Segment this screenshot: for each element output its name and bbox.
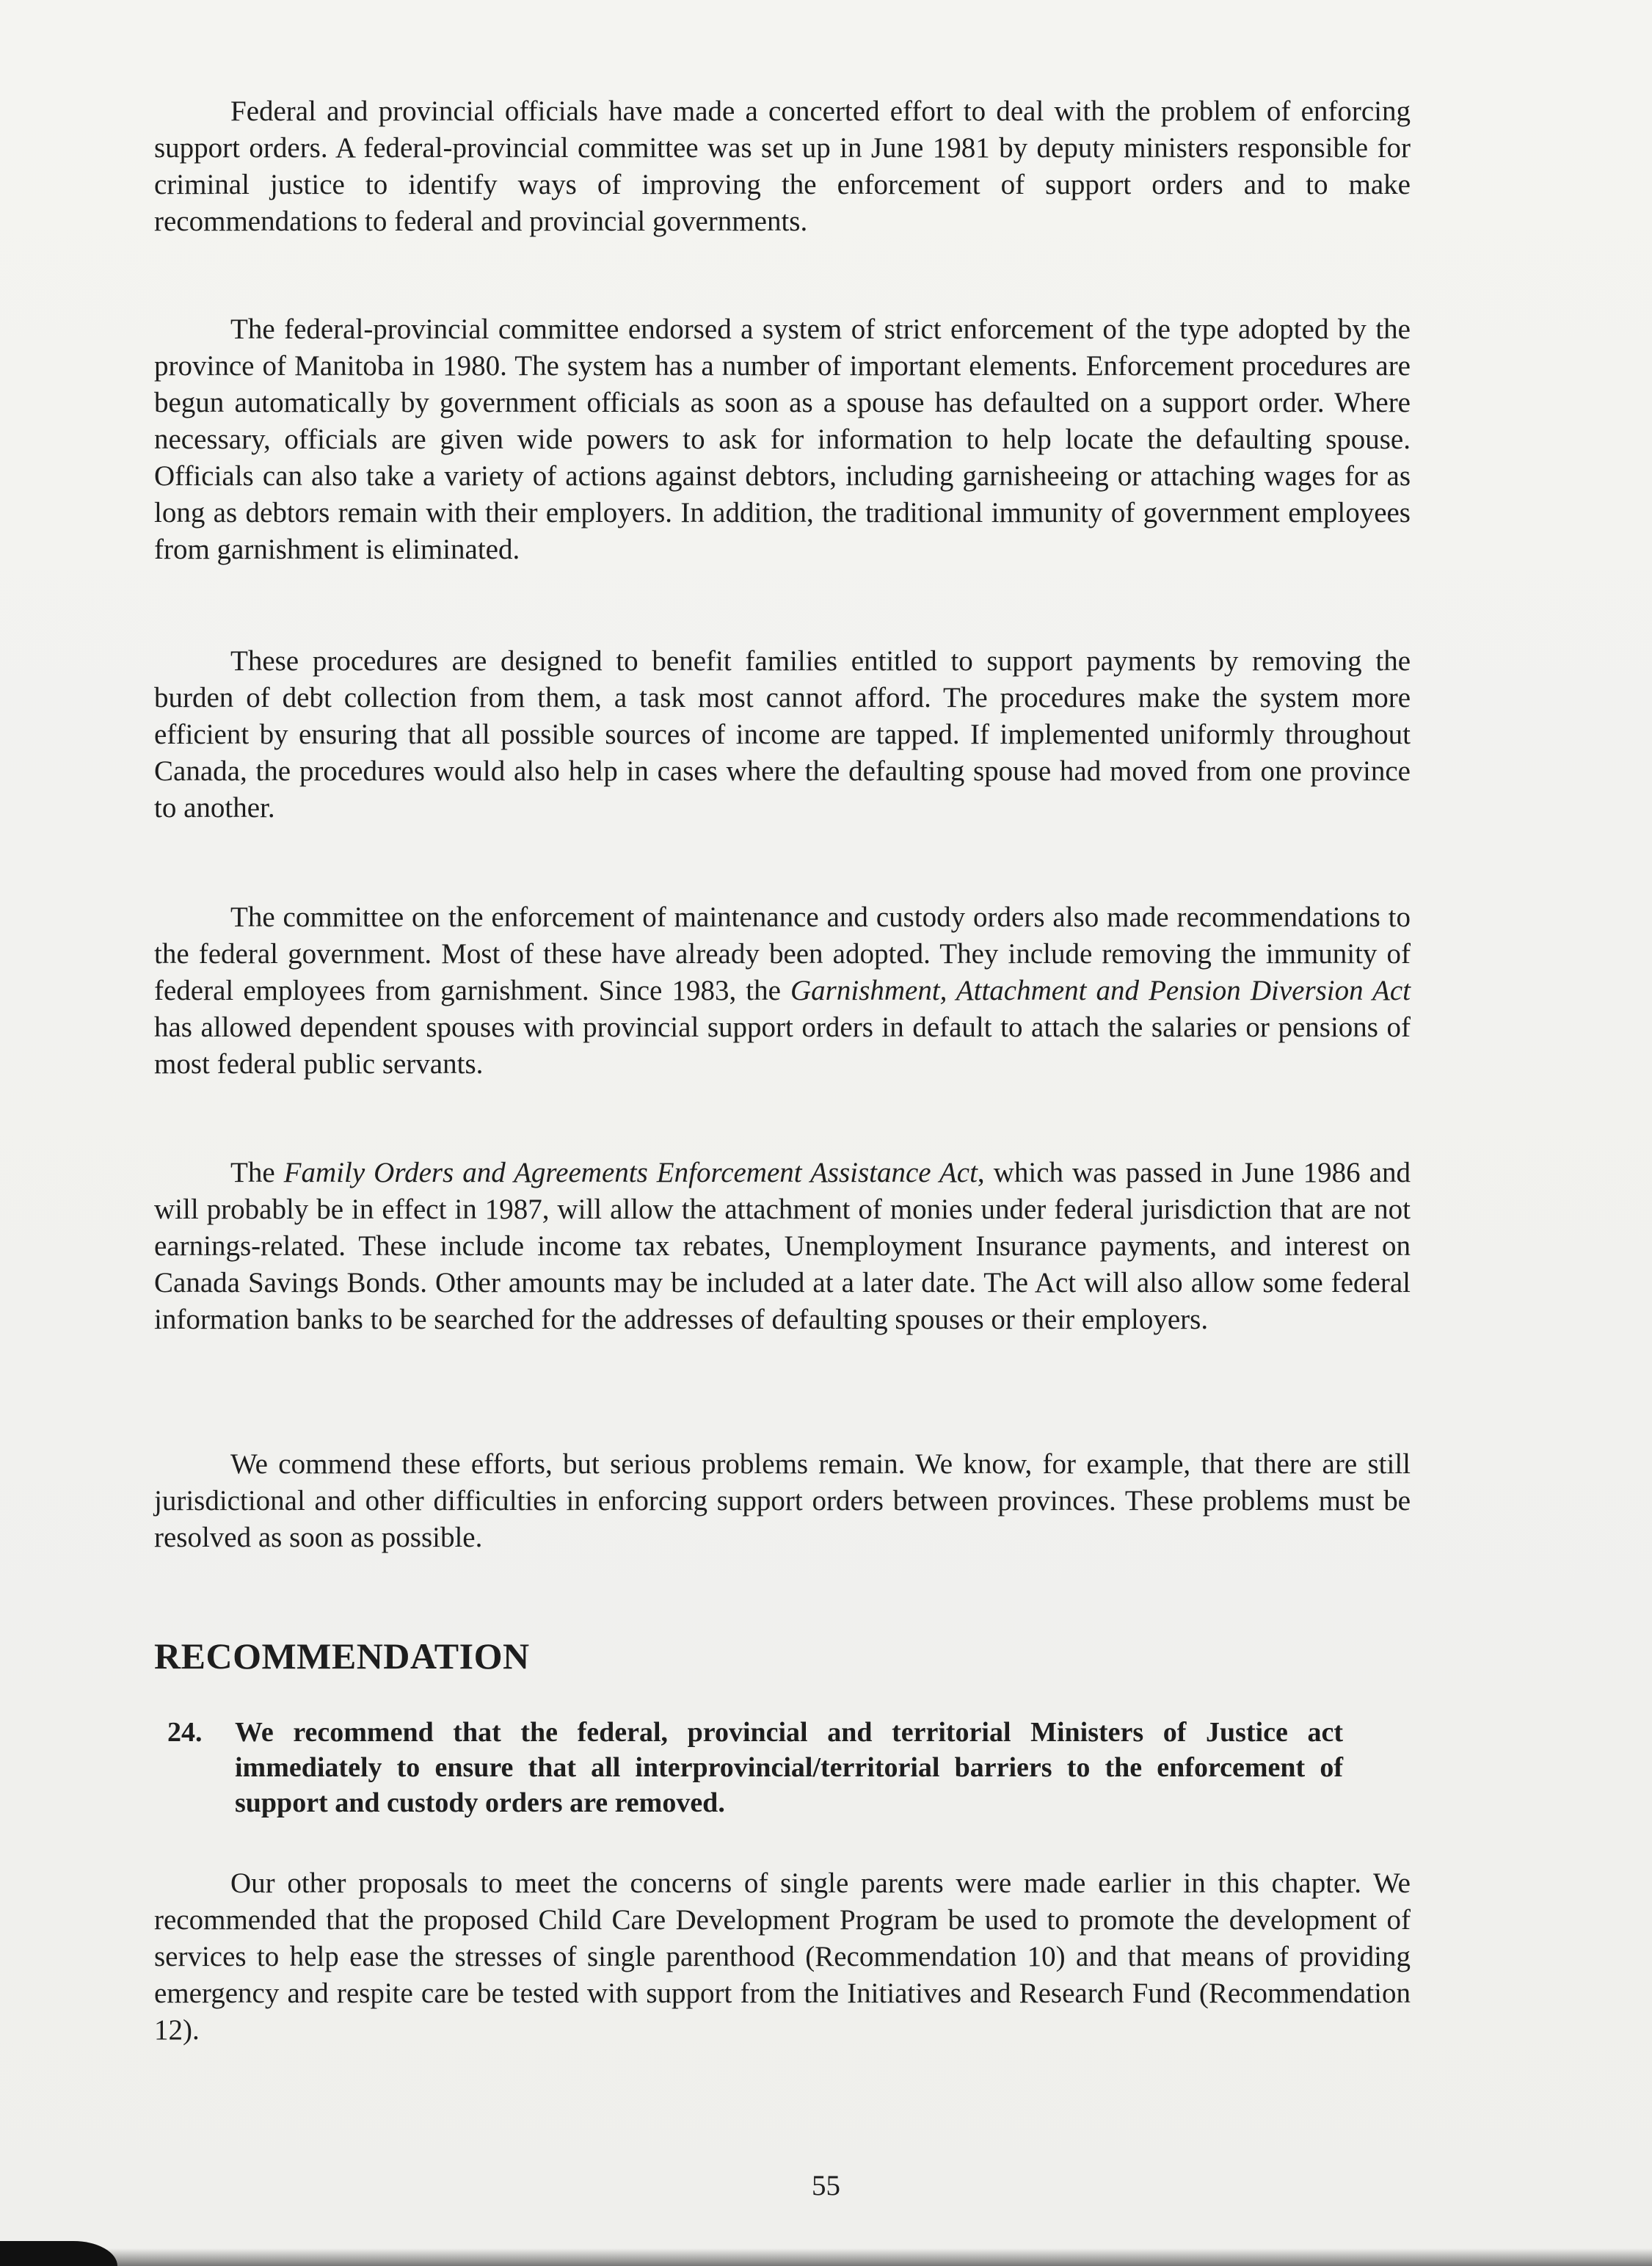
recommendation-item — [167, 1715, 1343, 1820]
page-number: 55 — [812, 2170, 840, 2201]
paragraph-manitoba-system — [154, 311, 1411, 568]
paragraph-text-part: The — [230, 1157, 284, 1188]
paragraph-enforcement-effort — [154, 93, 1411, 240]
paragraph-text-part: has allowed dependent spouses with provincial support orders in default to attach the salaries or pensions of most federal public servants. — [154, 1012, 1411, 1080]
paragraph-other-proposals — [154, 1865, 1411, 2049]
paragraph-text: Our other proposals to meet the concerns of single parents were made earlier in this chapter. We recommended that the proposed Child Care Development Program be used to promote the development of services to help ease the stresses of single parenthood (Recommendation 10) and that means of providing emergency and respite care be tested with support from the Initiatives and Research Fund (Recommendation 12). — [154, 1867, 1411, 2046]
act-title-family-orders: Family Orders and Agreements Enforcement Assistance Act — [283, 1157, 978, 1188]
paragraph-federal-recommendations — [154, 899, 1411, 1083]
paragraph-text — [154, 1155, 1411, 1338]
recommendation-heading: RECOMMENDATION — [154, 1635, 530, 1677]
recommendation-number: 24. — [167, 1717, 203, 1748]
paragraph-procedures-benefit — [154, 643, 1411, 827]
paragraph-commend-efforts — [154, 1446, 1411, 1556]
paragraph-text: These procedures are designed to benefit families entitled to support payments by removing the burden of debt collection from them, a task most cannot afford. The procedures make the system more efficient by ensuring that all possible sources of income are tapped. If implemented uniformly throughout Canada, the procedures would also help in cases where the defaulting spouse had moved from one province to another. — [154, 645, 1411, 824]
paragraph-family-orders-act — [154, 1155, 1411, 1338]
paragraph-text-part: The committee on the enforcement of maintenance and custody orders also made recommendations to the federal government. Most of these have already been adopted. They include removing the immunity of federal employees from garnishment. Since 1983, the — [154, 901, 1411, 1006]
paragraph-text: Federal and provincial officials have made a concerted effort to deal with the problem of enforcing support orders. A federal-provincial committee was set up in June 1981 by deputy ministers responsible for criminal justice to identify ways of improving the enforcement of support orders and to make recommendations to federal and provincial governments. — [154, 95, 1411, 237]
act-title-garnishment: Garnishment, Attachment and Pension Diversion Act — [790, 975, 1411, 1006]
paragraph-text-part: , which was passed in June 1986 and will probably be in effect in 1987, will allow the attachment of monies under federal jurisdiction that are not earnings-related. These include income tax rebates, Unemployment Insurance payments, and interest on Canada Savings Bonds. Other amounts may be included at a later date. The Act will also allow some federal information banks to be searched for the addresses of defaulting spouses or their employers. — [154, 1157, 1411, 1335]
paragraph-text: We commend these efforts, but serious problems remain. We know, for example, that there are still jurisdictional and other difficulties in enforcing support orders between provinces. These problems must be resolved as soon as possible. — [154, 1448, 1411, 1553]
paragraph-text — [154, 899, 1411, 1083]
recommendation-text: We recommend that the federal, provincial and territorial Ministers of Justice act immediately to ensure that all interprovincial/territorial barriers to the enforcement of support and custody orders are removed. — [235, 1717, 1343, 1818]
scan-edge-shadow — [0, 2237, 1652, 2266]
paragraph-text: The federal-provincial committee endorsed a system of strict enforcement of the type adopted by the province of Manitoba in 1980. The system has a number of important elements. Enforcement procedures are begun automatically by government officials as soon as a spouse has defaulted on a support order. Where necessary, officials are given wide powers to ask for information to help locate the defaulting spouse. Officials can also take a variety of actions against debtors, including garnisheeing or attaching wages for as long as debtors remain with their employers. In addition, the traditional immunity of government employees from garnishment is eliminated. — [154, 313, 1411, 565]
